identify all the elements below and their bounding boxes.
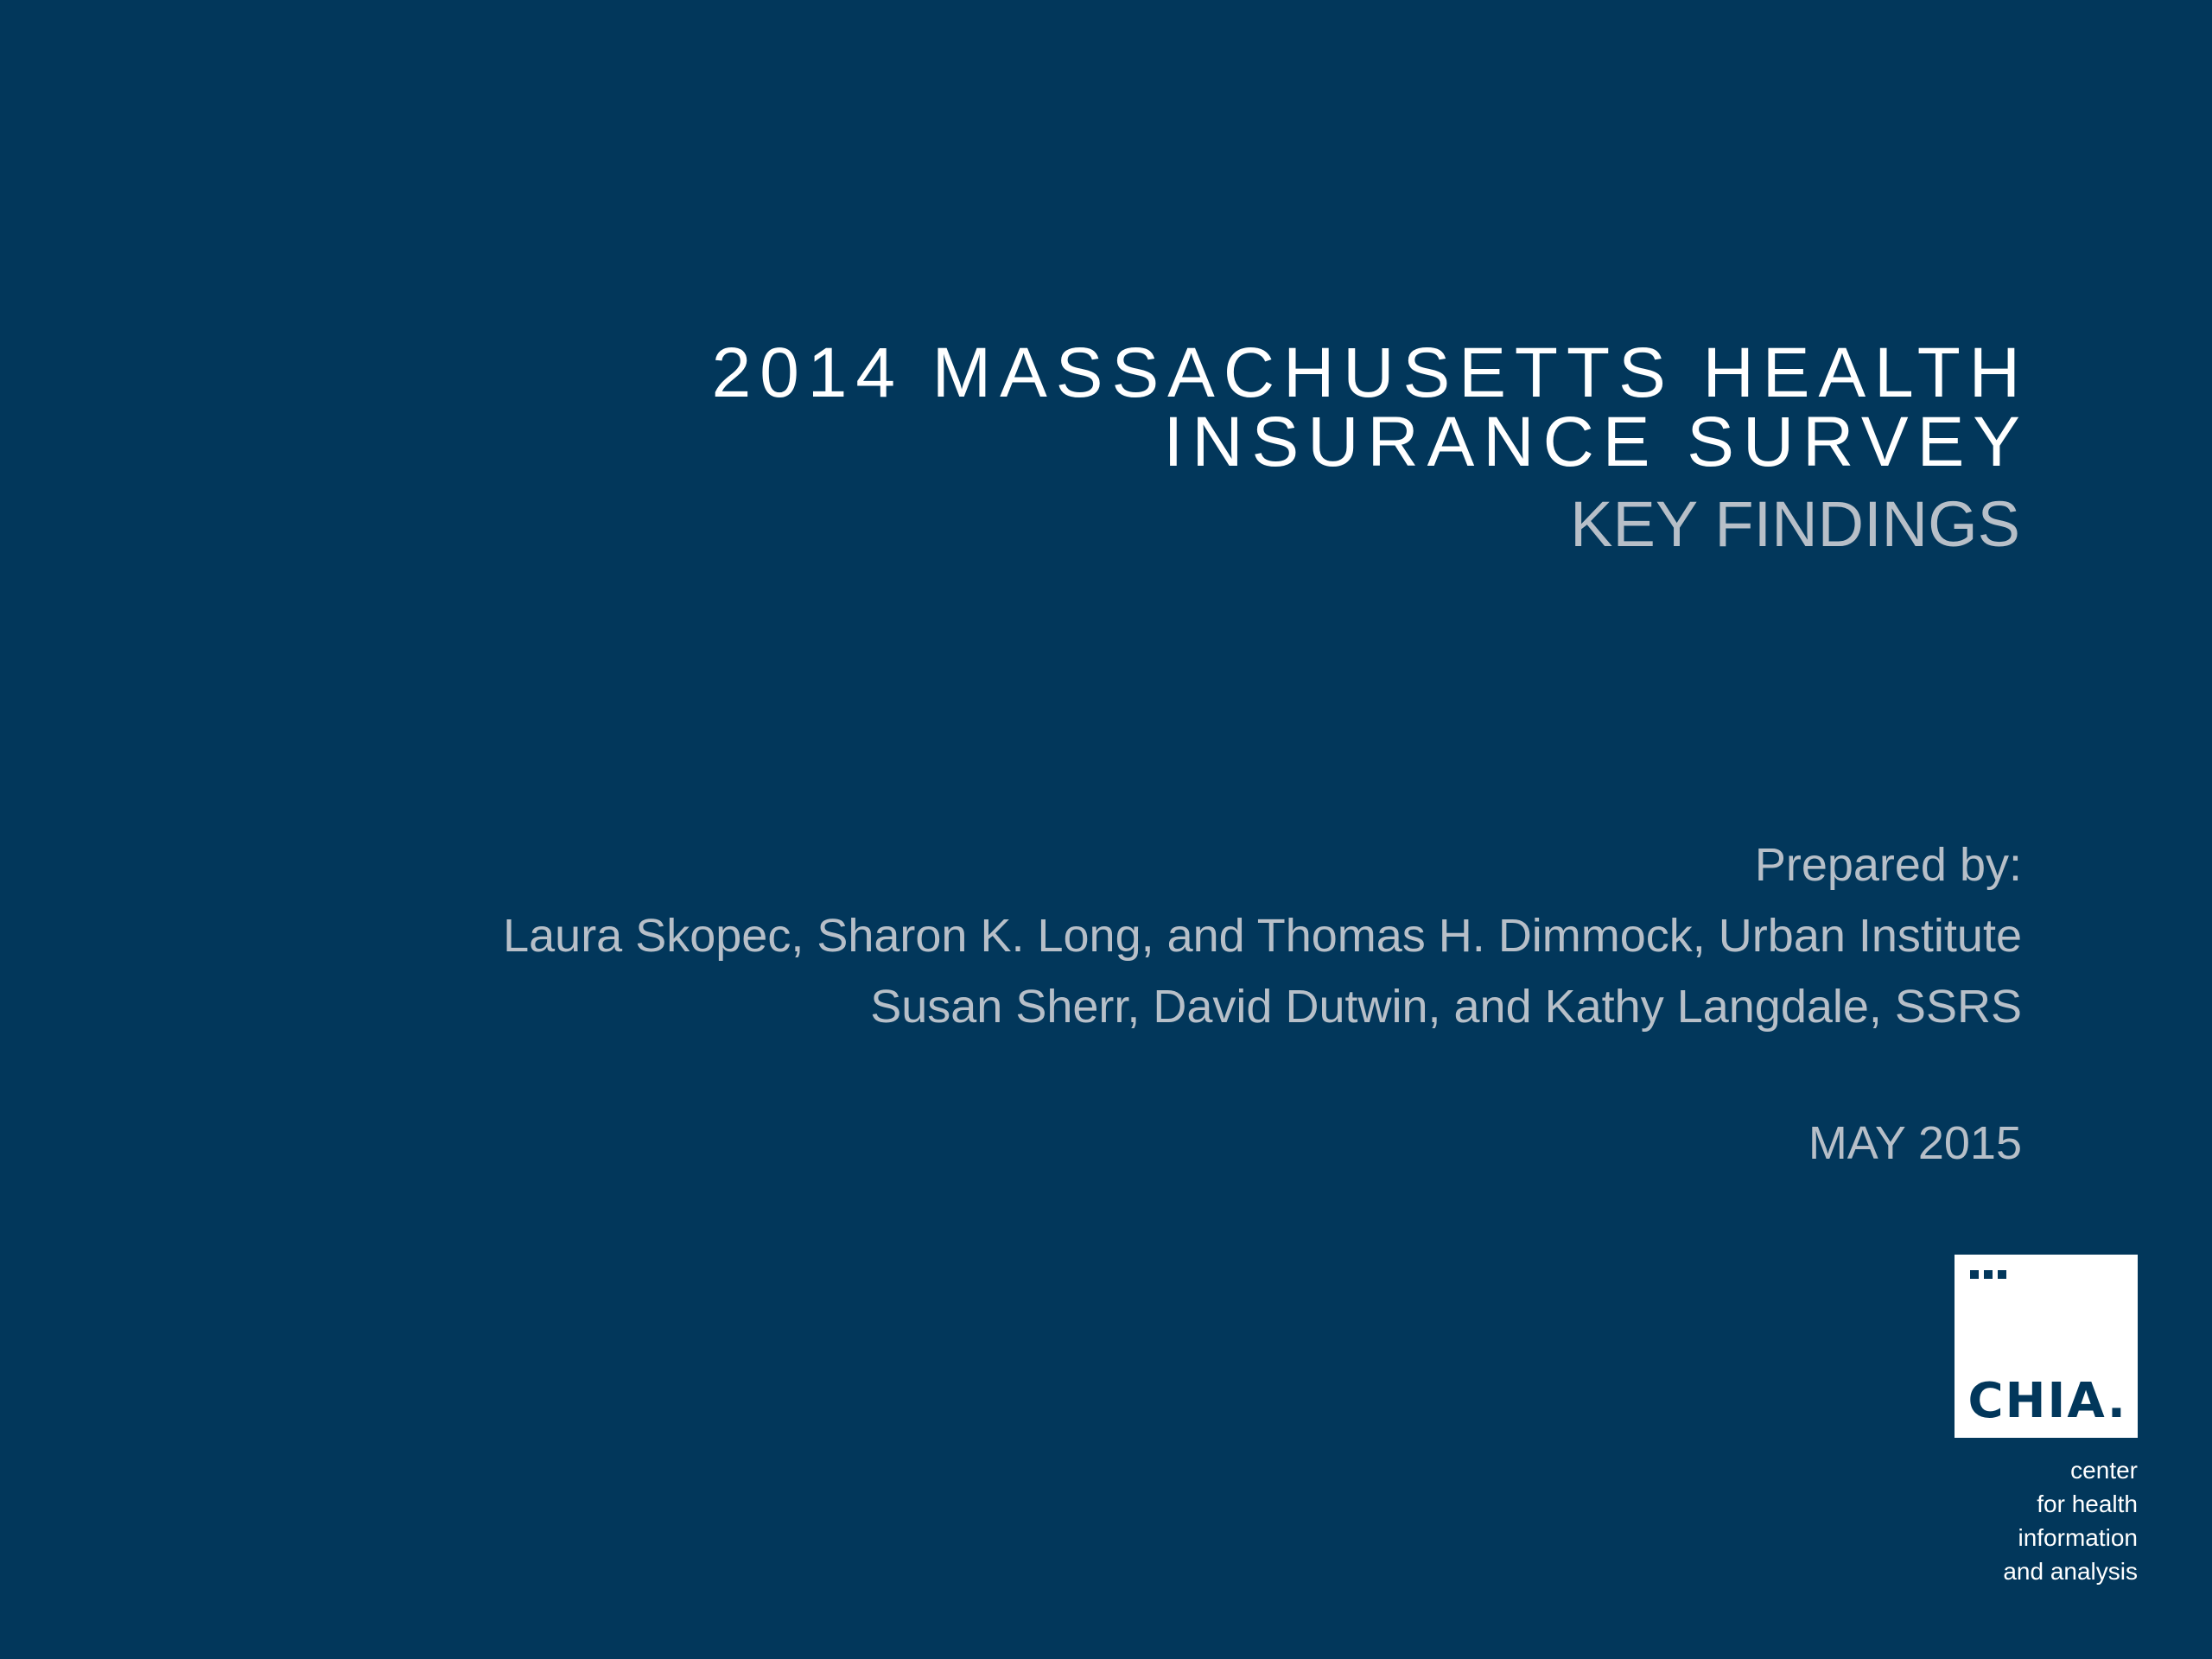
logo-caption bbox=[1955, 1453, 2138, 1588]
logo-caption-line: center bbox=[2070, 1457, 2138, 1484]
title-block bbox=[711, 334, 2029, 563]
authors-ssrs: Susan Sherr, David Dutwin, and Kathy Langdale, SSRS bbox=[870, 981, 2022, 1033]
prepared-by-label: Prepared by: bbox=[1754, 839, 2022, 891]
chia-logo-mark bbox=[1955, 1255, 2138, 1438]
report-title-line-1: 2014 MASSACHUSETTS HEALTH bbox=[711, 334, 2029, 412]
report-title-line-2: INSURANCE SURVEY bbox=[1163, 403, 2029, 481]
publication-date: MAY 2015 bbox=[1808, 1117, 2022, 1169]
chia-wordmark: CHIA. bbox=[1967, 1373, 2127, 1429]
logo-caption-line: and analysis bbox=[2003, 1558, 2138, 1585]
logo-caption-line: information bbox=[2018, 1524, 2138, 1551]
chia-logo bbox=[1955, 1255, 2138, 1588]
report-subtitle: KEY FINDINGS bbox=[1570, 488, 2020, 560]
authors-urban-institute: Laura Skopec, Sharon K. Long, and Thomas H. Dimmock, Urban Institute bbox=[503, 910, 2022, 962]
logo-dots-icon bbox=[1970, 1270, 2006, 1279]
authors-block bbox=[503, 830, 2022, 1042]
logo-caption-line: for health bbox=[2037, 1491, 2138, 1517]
